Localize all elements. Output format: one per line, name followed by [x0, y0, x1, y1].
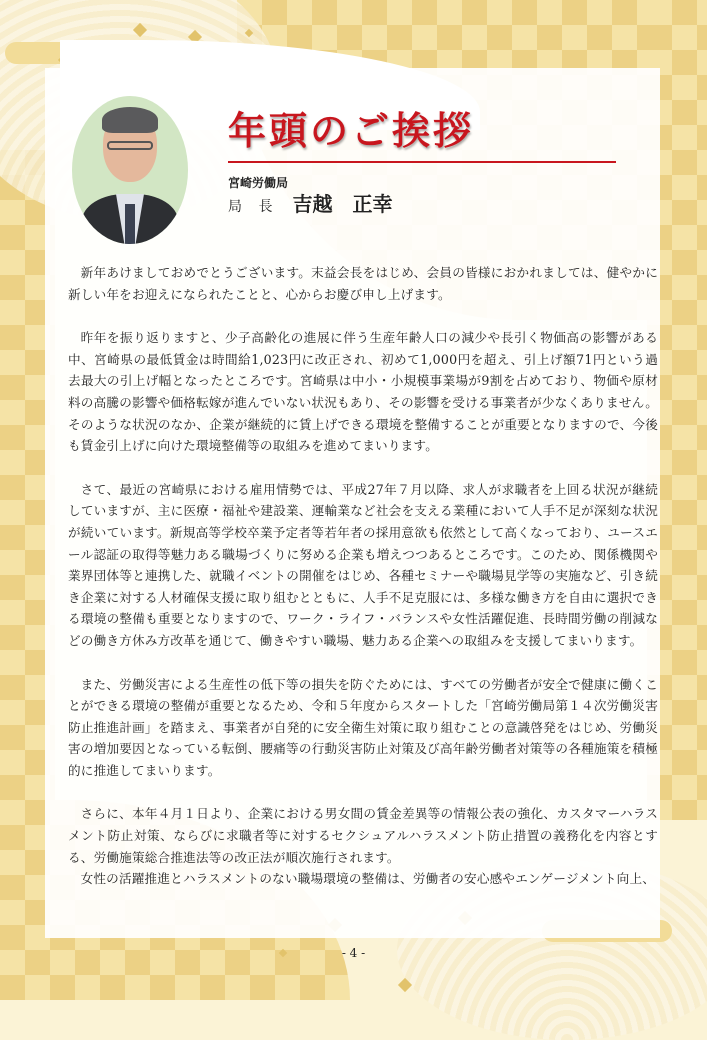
title-underline: [228, 161, 616, 163]
letter-body: [68, 262, 658, 890]
photo-glasses: [107, 141, 153, 150]
page-number: - 4 -: [341, 946, 366, 960]
paragraph-women-harassment: 女性の活躍推進とハラスメントのない職場環境の整備は、労働者の安心感やエンゲージメント向上、: [80, 871, 656, 887]
paragraph-law-revision: さらに、本年４月１日より、企業における男女間の賃金差異等の情報公表の強化、カスタマーハラスメント防止対策、ならびに求職者等に対するセクシュアルハラスメント防止措置の義務化を内容とする、労働施策総合推進法等の改正法が順次施行されます。: [68, 806, 658, 865]
paragraph-safety: また、労働災害による生産性の低下等の損失を防ぐためには、すべての労働者が安全で健康に働くことができる環境の整備が重要となるため、令和５年度からスタートした「宮崎労働局第１４次労働災害防止推進計画」を踏まえ、事業者が自発的に安全衛生対策に取り組むことの意識啓発をはじめ、労働災害の増加要因となっている転倒、腰痛等の行動災害防止対策及び高年齢労働者対策等の各種施策を積極的に推進してまいります。: [68, 676, 658, 778]
portrait-photo: [72, 96, 188, 244]
author-name: 吉越 正幸: [292, 192, 393, 216]
paragraph-employment: さて、最近の宮崎県における雇用情勢では、平成27年７月以降、求人が求職者を上回る状況が継続していますが、主に医療・福祉や建設業、運輸業など社会を支える業種において人手不足が深刻な状況が続いています。新規高等学校卒業予定者等若年者の採用意欲も依然として高くなっており、ユースエール認証の取得等魅力ある職場づくりに努める企業も増えつつあるところです。このため、関係機関や業界団体等と連携した、就職イベントの開催をはじめ、各種セミナーや職場見学等の実施など、引き続き企業に対する人材確保支援に取り組むとともに、人手不足克服には、多様な働き方を自由に選択できる環境の整備も重要となりますので、ワーク・ライフ・バランスや女性活躍促進、長時間労働の削減などの働き方休み方改革を通じて、働きやすい職場、魅力ある企業への取組みを支援してまいります。: [68, 481, 658, 648]
author-line: [228, 188, 392, 217]
paragraph-minimum-wage: 昨年を振り返りますと、少子高齢化の進展に伴う生産年齢人口の減少や長引く物価高の影響がある中、宮崎県の最低賃金は時間給1,023円に改正され、初めて1,000円を超え、引上げ額71円という過去最大の引上げ幅となったところです。宮崎県は中小・小規模事業場が9割を占めており、物価や原材料の高騰の影響や価格転嫁が進んでいない状況もあり、その影響を受ける事業者が少なくありません。そのような状況のなか、企業が継続的に賃上げできる環境を整備することが重要となりますので、今後も賃金引上げに向けた環境整備等の取組みを進めてまいります。: [68, 330, 658, 454]
organization-name: 宮崎労働局: [228, 176, 289, 190]
photo-hair: [102, 107, 158, 133]
page-title: 年頭のご挨拶: [228, 108, 475, 153]
paragraph-greeting: 新年あけましておめでとうございます。末益会長をはじめ、会員の皆様におかれましては、健やかに新しい年をお迎えになられたことと、心からお慶び申し上げます。: [68, 265, 658, 302]
author-role: 局 長: [228, 199, 279, 215]
photo-tie: [125, 204, 135, 244]
